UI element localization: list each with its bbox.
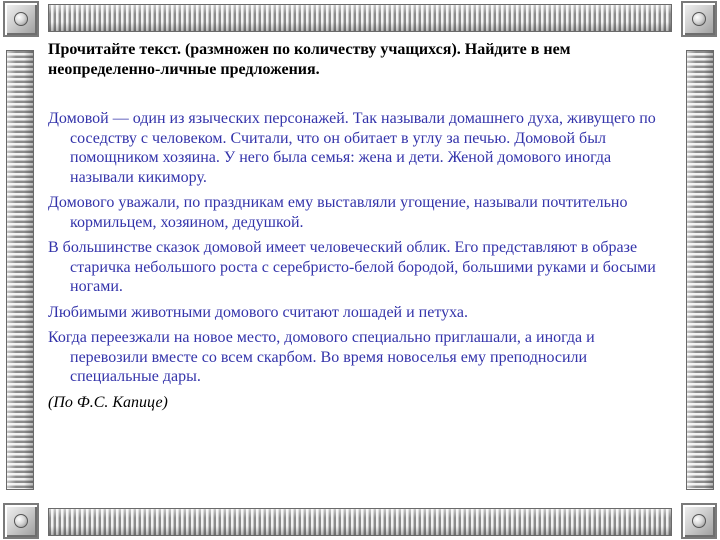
frame-right-border <box>686 50 714 490</box>
source-attribution: (По Ф.С. Капице) <box>48 393 168 411</box>
frame-corner-bottom-right-icon <box>681 503 717 539</box>
reading-text <box>48 109 670 387</box>
text-paragraph: В большинстве сказок домовой имеет человеческий облик. Его представляют в образе старичка небольшого роста с серебристо-белой бородой, большими руками и босыми ногами. <box>48 239 656 295</box>
task-instruction: Прочитайте текст. (размножен по количеству учащихся). Найдите в нем неопределенно-личные предложения. <box>48 41 571 78</box>
frame-corner-top-right-icon <box>681 1 717 37</box>
frame-corner-bottom-left-icon <box>3 503 39 539</box>
slide-content <box>48 40 670 413</box>
text-paragraph: Когда переезжали на новое место, домового специально приглашали, а иногда и перевозили вместе со всем скарбом. Во время новоселья ему преподносили специальные дары. <box>48 329 595 385</box>
frame-left-border <box>6 50 34 490</box>
text-paragraph: Любимыми животными домового считают лошадей и петуха. <box>48 303 469 321</box>
frame-bottom-border <box>48 508 672 536</box>
text-paragraph: Домовой — один из языческих персонажей. Так называли домашнего духа, живущего по соседству с человеком. Считали, что он обитает в углу за печью. Домовой был помощником хозяина. У него была семья: жена и дети. Женой домового иногда называли кикимору. <box>48 110 656 186</box>
text-paragraph: Домового уважали, по праздникам ему выставляли угощение, называли почтительно кормильцем, хозяином, дедушкой. <box>48 194 628 231</box>
frame-corner-top-left-icon <box>3 1 39 37</box>
frame-top-border <box>48 4 672 32</box>
